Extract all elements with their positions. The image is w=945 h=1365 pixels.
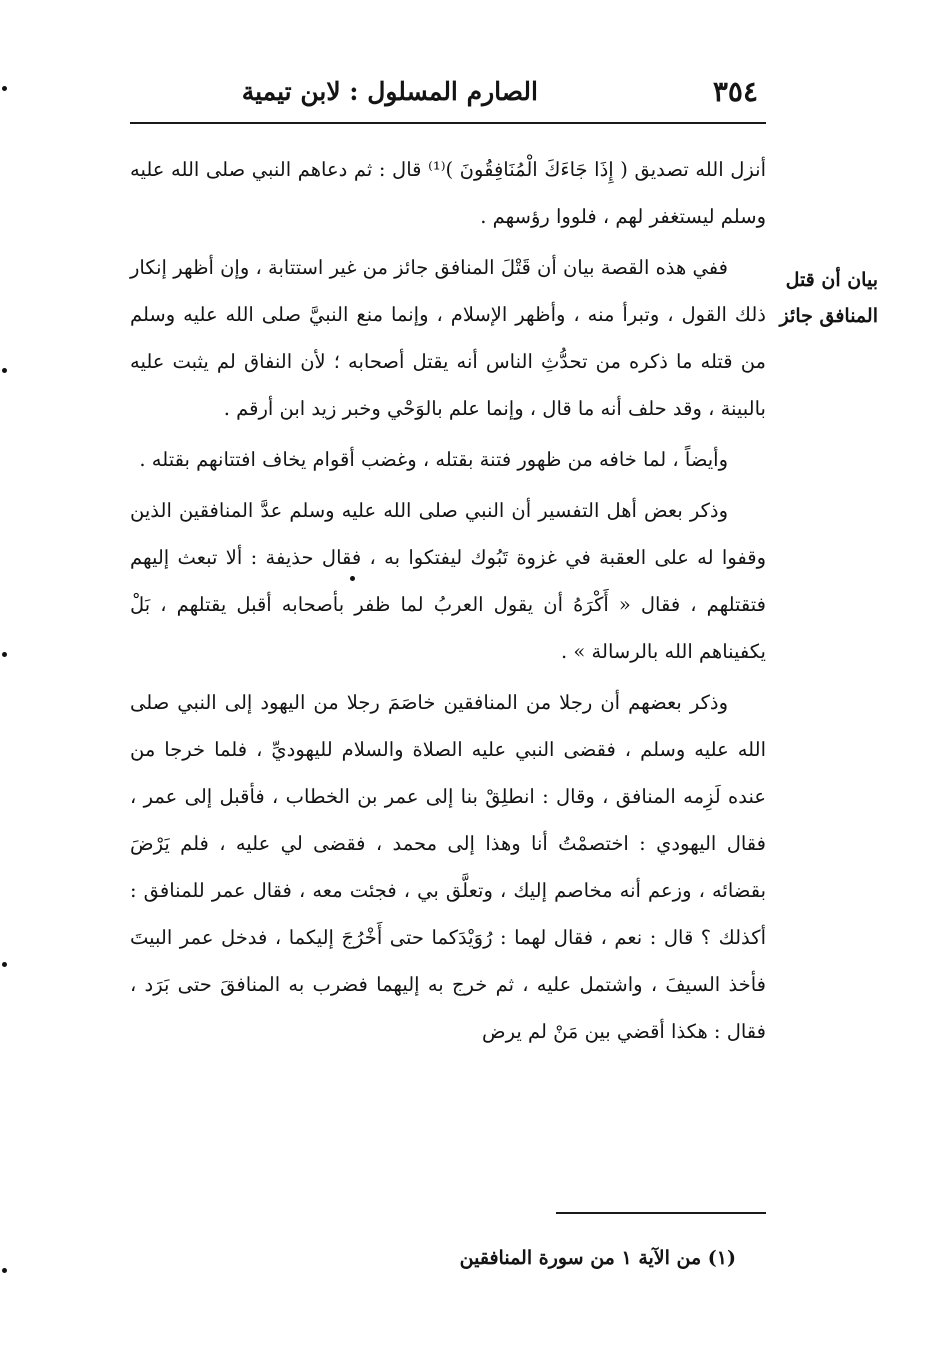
paragraph: وذكر بعضهم أن رجلا من المنافقين خاصَمَ رجلا من اليهود إلى النبي صلى الله عليه وسلم ، فقضى النبي عليه الصلاة والسلام لليهوديِّ ، فلما خرجا من عنده لَزِمه المنافق ، وقال : انطلِقْ بنا إلى عمر بن الخطاب ، فأقبل إلى عمر ، فقال اليهودي : اختصمْتُ أنا وهذا إلى محمد ، فقضى لي عليه ، فلم يَرْضَ بقضائه ، وزعم أنه مخاصم إليك ، وتعلَّق بي ، فجئت معه ، فقال عمر للمنافق : أكذلك ؟ قال : نعم ، فقال لهما : رُوَيْدَكما حتى أَخْرُجَ إليكما ، فدخل عمر البيتَ فأخذ السيفَ ، واشتمل عليه ، ثم خرج به إليهما فضرب به المنافقَ حتى بَرَد ، فقال : هكذا أقضي بين مَنْ لم يرض xyxy=(130,691,766,1043)
paragraph: وأيضاً ، لما خافه من ظهور فتنة بقتله ، وغضب أقوام يخاف افتتانهم بقتله . xyxy=(139,448,728,471)
header-divider xyxy=(130,122,766,124)
scan-speck xyxy=(2,1268,7,1273)
running-title: الصارم المسلول : لابن تيمية xyxy=(241,77,538,106)
paragraph: أنزل الله تصديق ( إِذَا جَاءَكَ الْمُنَافِقُونَ )⁽¹⁾ قال : ثم دعاهم النبي صلى الله عليه وسلم ليستغفر لهم ، فلووا رؤسهم . xyxy=(130,158,766,228)
scan-speck xyxy=(2,86,7,91)
paragraph: وذكر بعض أهل التفسير أن النبي صلى الله عليه وسلم عدَّ المنافقين الذين وقفوا له على العقبة في غزوة تَبُوك ليفتكوا به ، فقال حذيفة : ألا تبعث إليهم فتقتلهم ، فقال « أَكْرَهُ أن يقول العربُ لما ظفر بأصحابه أقبل يقتلهم ، بَلْ يكفيناهم الله بالرسالة » . xyxy=(130,499,766,663)
footnote-divider xyxy=(556,1212,766,1214)
scan-speck xyxy=(2,368,7,373)
page-header xyxy=(130,72,766,112)
main-text xyxy=(130,146,766,1059)
scan-speck xyxy=(350,576,355,581)
margin-note: بيان أن قتل المنافق جائز xyxy=(779,269,878,327)
page-number: ٣٥٤ xyxy=(712,75,758,108)
scan-speck xyxy=(2,652,7,657)
scan-speck xyxy=(2,962,7,967)
paragraph: ففي هذه القصة بيان أن قَتْلَ المنافق جائز من غير استتابة ، وإن أظهر إنكار ذلك القول ، وتبرأ منه ، وأظهر الإسلام ، وإنما منع النبيَّ صلى الله عليه وسلم من قتله ما ذكره من تحدُّثِ الناس أنه يقتل أصحابه ؛ لأن النفاق لم يثبت عليه بالبينة ، وقد حلف أنه ما قال ، وإنما علم بالوَحْي وخبر زيد ابن أرقم . xyxy=(130,256,766,420)
footnote: (١) من الآية ١ من سورة المنافقين xyxy=(459,1247,736,1269)
